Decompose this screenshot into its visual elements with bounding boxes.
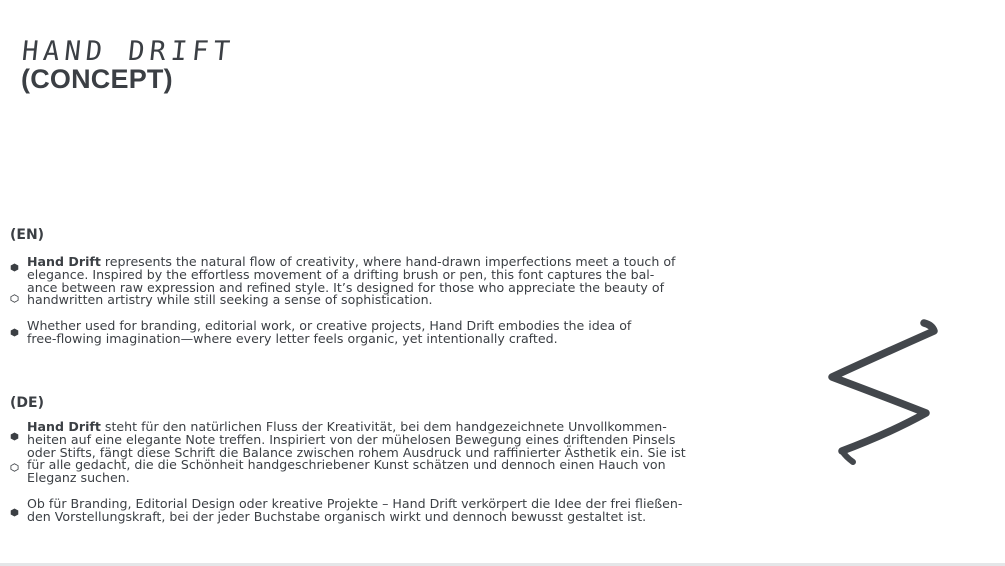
de-p1-lead: Hand Drift xyxy=(27,419,101,434)
hexagon-filled-icon xyxy=(10,263,19,272)
hexagon-filled-icon xyxy=(10,508,19,517)
de-p1-line-2: heiten auf eine elegante Note treffen. Inspiriert von der mühelosen Bewegung eines driftenden Pinsels xyxy=(27,431,676,447)
en-p1-lead: Hand Drift xyxy=(27,254,101,269)
de-p1-line-3: oder Stifts, fängt diese Schrift die Balance zwischen rohem Ausdruck und raffinierter Ästhetik ein. Sie ist xyxy=(27,444,686,460)
de-paragraph-1 xyxy=(27,421,717,485)
de-p2-line-1: Ob für Branding, Editorial Design oder kreative Projekte – Hand Drift verkörpert die Idee der frei fließen- xyxy=(27,496,683,511)
de-p1-line-5: Eleganz suchen. xyxy=(27,470,130,486)
en-p1-line-1-text: represents the natural flow of creativity, where hand-drawn imperfections meet a touch of xyxy=(100,254,676,269)
hexagon-outline-icon xyxy=(10,463,19,472)
de-p1-line-1-text: steht für den natürlichen Fluss der Kreativität, bei dem handgezeichnete Unvollkommen- xyxy=(100,419,667,434)
hexagon-filled-icon xyxy=(10,328,19,337)
en-p1-line-4: handwritten artistry while still seeking a sense of sophistication. xyxy=(27,292,433,308)
en-p2-line-1: Whether used for branding, editorial work, or creative projects, Hand Drift embodies the idea of xyxy=(27,318,632,333)
drift-z-mark-icon xyxy=(820,315,945,470)
section-label-de: (DE) xyxy=(10,395,44,411)
en-paragraph-2 xyxy=(27,320,717,346)
en-p1-line-2: elegance. Inspired by the effortless movement of a drifting brush or pen, this font captures the bal- xyxy=(27,266,655,282)
hexagon-filled-icon xyxy=(10,432,19,441)
en-paragraph-1 xyxy=(27,256,717,307)
page-subtitle: (CONCEPT) xyxy=(21,64,173,94)
page-title-script: HAND DRIFT xyxy=(20,36,237,67)
de-p1-line-4: für alle gedacht, die die Schönheit handgeschriebener Kunst schätzen und dennoch einen Hauch von xyxy=(27,457,666,473)
de-paragraph-2 xyxy=(27,498,717,524)
de-p2-line-2: den Vorstellungskraft, bei der jeder Buchstabe organisch wirkt und dennoch bewusst gestaltet ist. xyxy=(27,508,647,524)
en-p1-line-3: ance between raw expression and refined style. It’s designed for those who appreciate the beauty of xyxy=(27,279,664,295)
section-label-en: (EN) xyxy=(10,227,45,243)
hexagon-outline-icon xyxy=(10,294,19,303)
en-p2-line-2: free-flowing imagination—where every letter feels organic, yet intentionally crafted. xyxy=(27,330,558,346)
